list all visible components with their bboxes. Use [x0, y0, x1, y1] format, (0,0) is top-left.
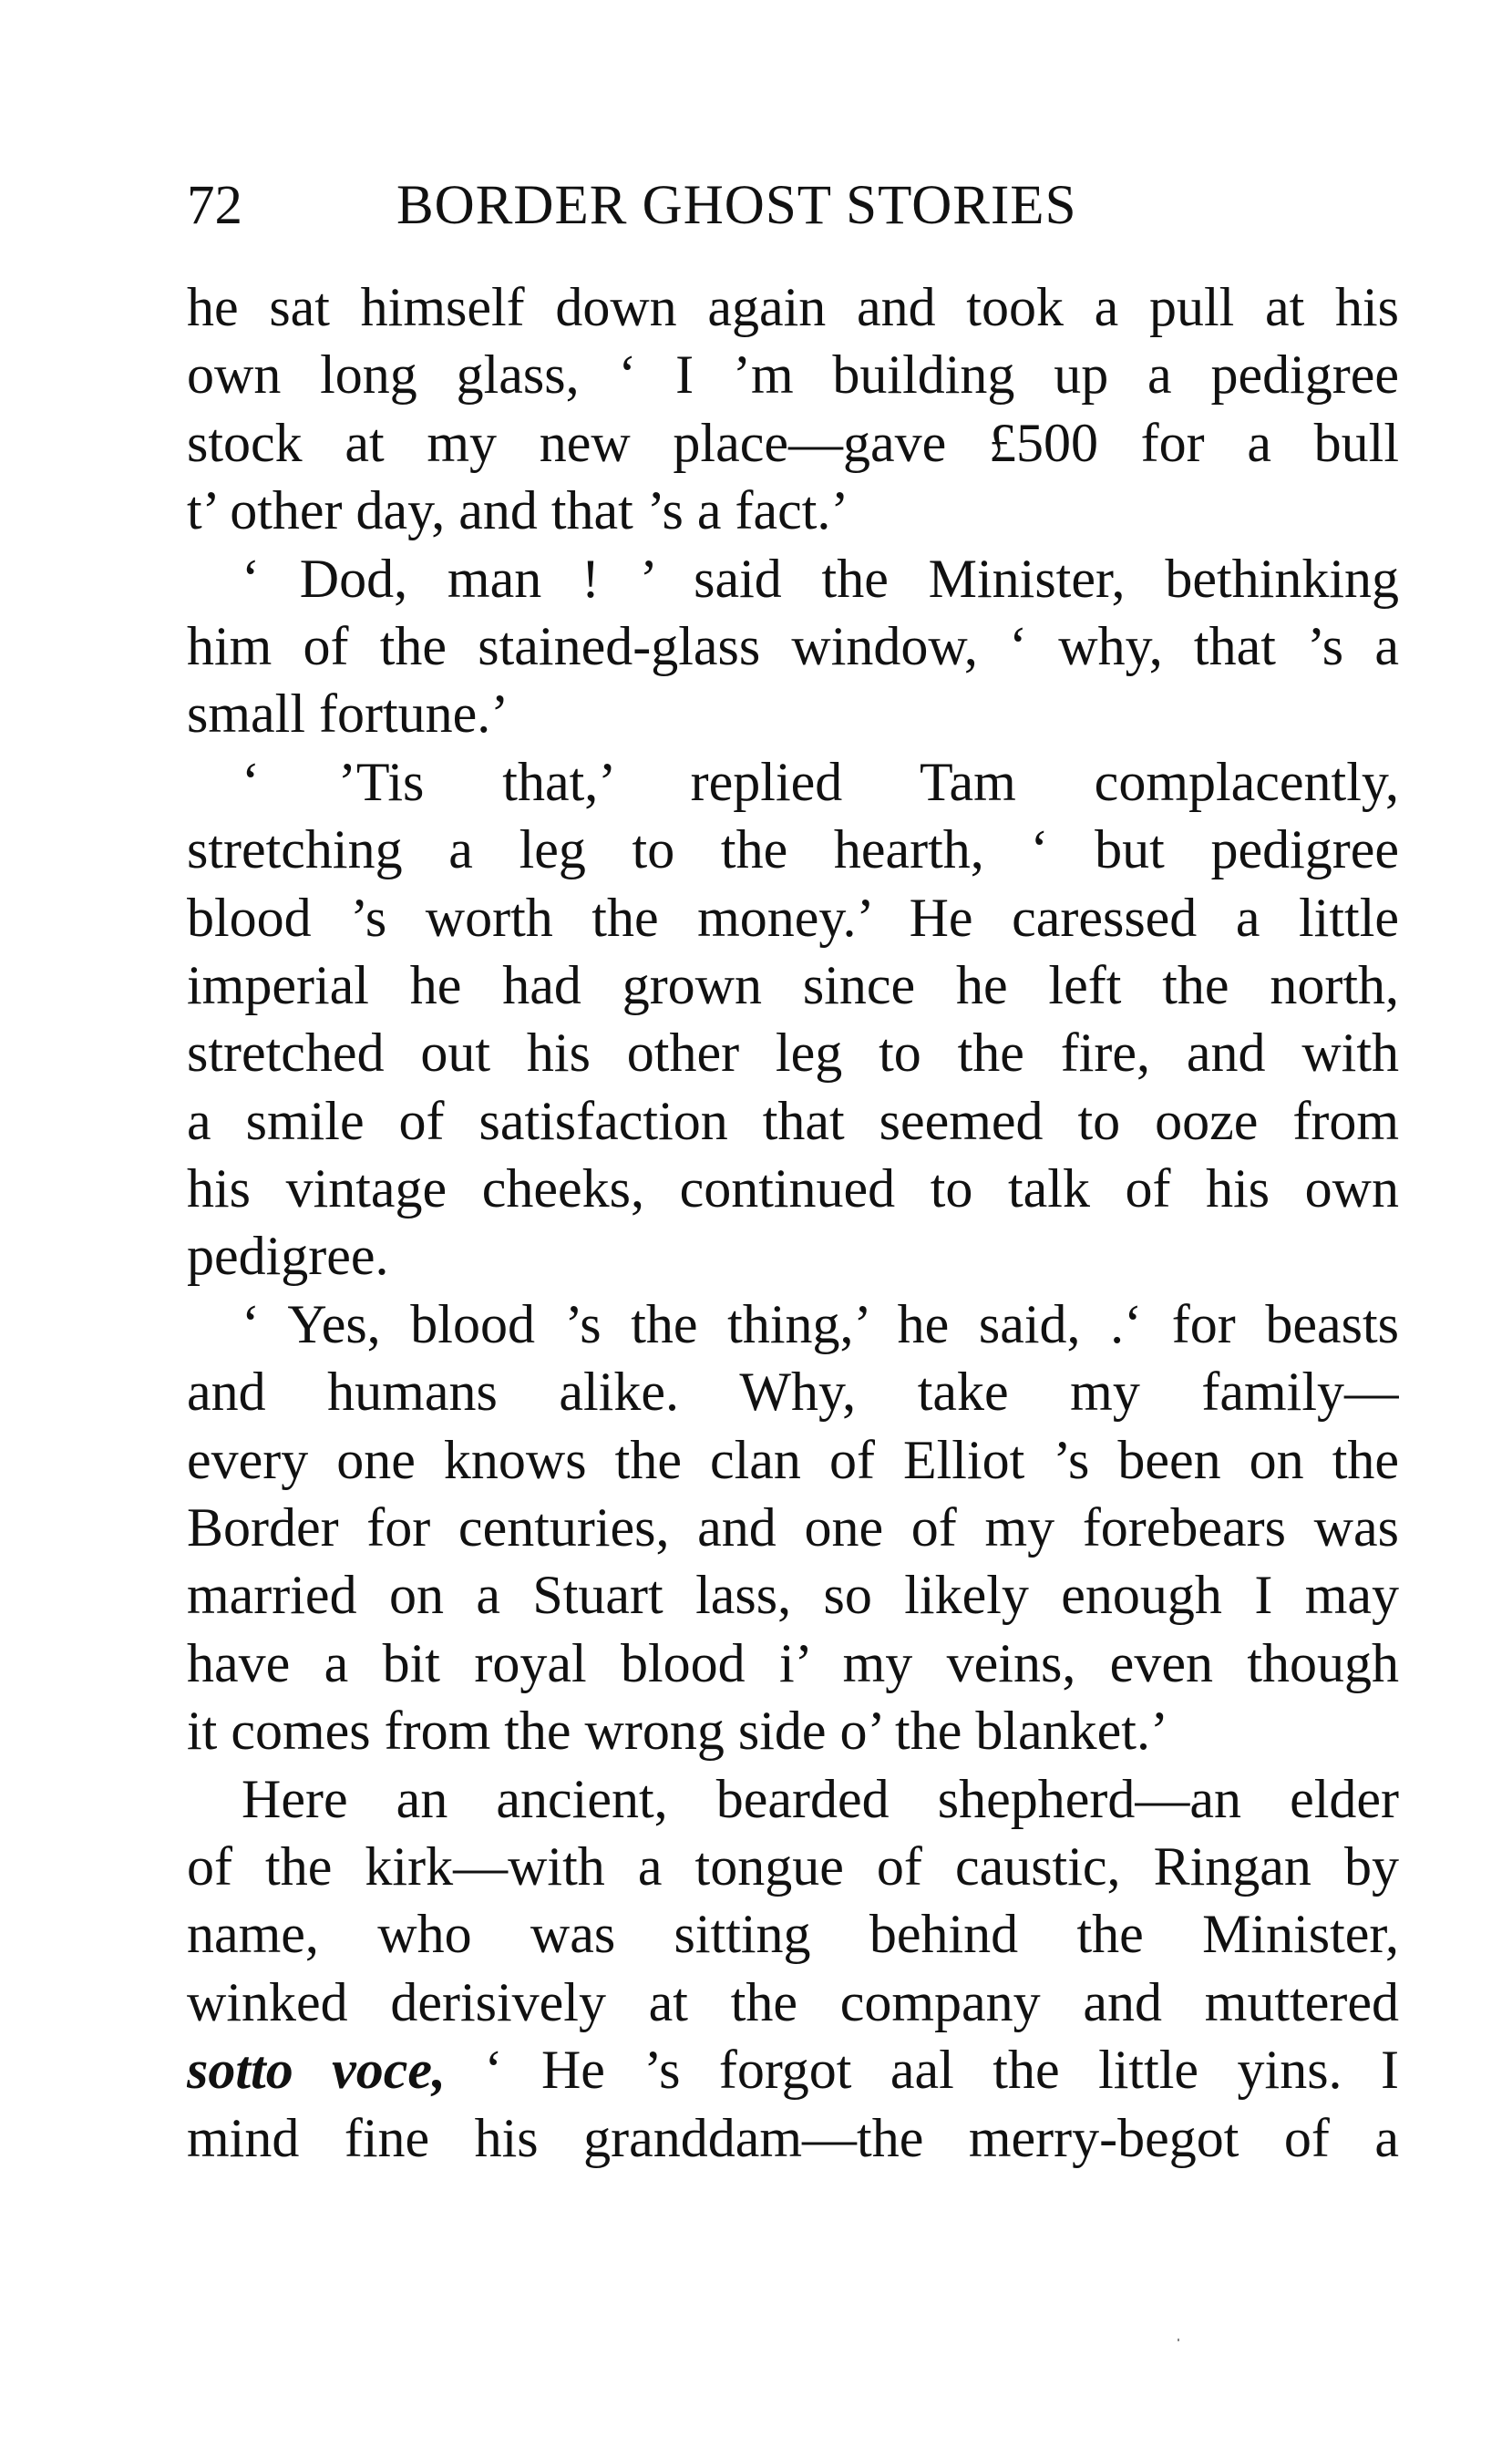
text-line: pedigree.	[187, 1226, 389, 1287]
text-line: have a bit royal blood i’ my veins, even though	[187, 1632, 1399, 1693]
page-number: 72	[187, 175, 242, 236]
text-line: Here an ancient, bearded shepherd—an elder	[242, 1768, 1399, 1829]
text-line: ‘ Dod, man ! ’ said the Minister, bethinking	[242, 548, 1399, 609]
text-line: him of the stained-glass window, ‘ why, that ’s a	[187, 615, 1399, 676]
text-line: his vintage cheeks, continued to talk of his own	[187, 1158, 1399, 1219]
running-title: BORDER GHOST STORIES	[396, 175, 1077, 236]
text-line: of the kirk—with a tongue of caustic, Ringan by	[187, 1835, 1399, 1897]
text-line: imperial he had grown since he left the north,	[187, 954, 1399, 1015]
text-line: name, who was sitting behind the Minister,	[187, 1904, 1399, 1965]
text-line-with-italic	[187, 2036, 1399, 2103]
text-line: small fortune.’	[187, 684, 509, 745]
text-line: ‘ ’Tis that,’ replied Tam complacently,	[242, 751, 1399, 812]
text-line: stretching a leg to the hearth, ‘ but pedigree	[187, 819, 1399, 880]
text-line: and humans alike. Why, take my family—	[187, 1362, 1399, 1423]
paper-speck	[1178, 2339, 1179, 2341]
text-line: stock at my new place—gave £500 for a bull	[187, 412, 1399, 473]
text-line-rest: ‘ He ’s forgot aal the little yins. I	[484, 2040, 1399, 2101]
body-text	[187, 273, 1399, 2172]
text-line: stretched out his other leg to the fire, and with	[187, 1023, 1399, 1084]
text-line: mind fine his granddam—the merry-begot of a	[187, 2107, 1399, 2168]
text-line: he sat himself down again and took a pull at his	[187, 277, 1399, 337]
text-line: ‘ Yes, blood ’s the thing,’ he said, .‘ for beasts	[242, 1293, 1399, 1354]
text-line: every one knows the clan of Elliot ’s been on the	[187, 1429, 1399, 1490]
text-line: blood ’s worth the money.’ He caressed a little	[187, 887, 1399, 948]
text-line: own long glass, ‘ I ’m building up a pedigree	[187, 344, 1399, 406]
running-head	[187, 170, 1399, 242]
text-line: a smile of satisfaction that seemed to ooze from	[187, 1090, 1399, 1151]
text-line: it comes from the wrong side o’ the blanket.’	[187, 1701, 1168, 1762]
text-line: winked derisively at the company and muttered	[187, 1971, 1399, 2032]
text-line: married on a Stuart lass, so likely enough I may	[187, 1565, 1399, 1626]
text-line: Border for centuries, and one of my forebears was	[187, 1497, 1399, 1558]
italic-phrase: sotto voce,	[187, 2040, 447, 2101]
text-line: t’ other day, and that ’s a fact.’	[187, 480, 849, 541]
